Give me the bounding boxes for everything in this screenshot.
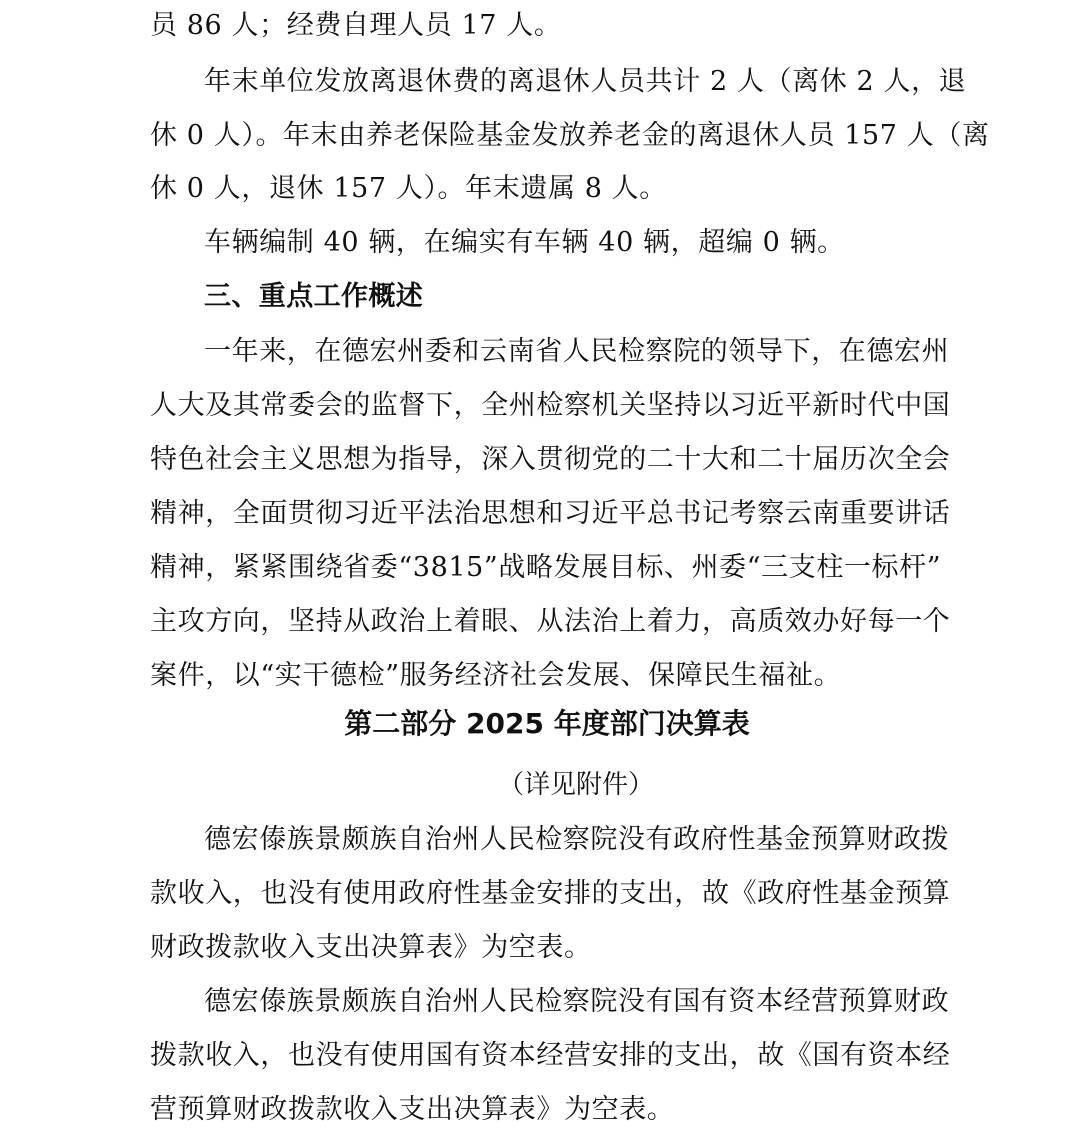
paragraph-line: 营预算财政拨款收入支出决算表》为空表。 bbox=[150, 1094, 675, 1125]
paragraph-line: 款收入，也没有使用政府性基金安排的支出，故《政府性基金预算 bbox=[150, 878, 951, 909]
paragraph-line: 德宏傣族景颇族自治州人民检察院没有政府性基金预算财政拨 bbox=[204, 824, 950, 855]
paragraph-line: 年末单位发放离退休费的离退休人员共计 2 人（离休 2 人，退 bbox=[204, 66, 967, 97]
paragraph-line: 特色社会主义思想为指导，深入贯彻党的二十大和二十届历次全会 bbox=[150, 444, 951, 475]
section-heading: 三、重点工作概述 bbox=[204, 281, 424, 312]
paragraph-line: 人大及其常委会的监督下，全州检察机关坚持以习近平新时代中国 bbox=[150, 390, 951, 421]
paragraph-line: 主攻方向，坚持从政治上着眼、从法治上着力，高质效办好每一个 bbox=[150, 606, 951, 637]
paragraph-line: 一年来，在德宏州委和云南省人民检察院的领导下，在德宏州 bbox=[204, 336, 950, 367]
paragraph-line: 精神，紧紧围绕省委“3815”战略发展目标、州委“三支柱一标杆” bbox=[150, 552, 942, 583]
paragraph-line: 拨款收入，也没有使用国有资本经营安排的支出，故《国有资本经 bbox=[150, 1040, 951, 1071]
paragraph-line: 德宏傣族景颇族自治州人民检察院没有国有资本经营预算财政 bbox=[204, 986, 950, 1017]
paragraph-line: 案件，以“实干德检”服务经济社会发展、保障民生福祉。 bbox=[150, 660, 842, 691]
paragraph-line: 员 86 人；经费自理人员 17 人。 bbox=[150, 10, 562, 41]
part-subtitle: （详见附件） bbox=[497, 770, 654, 800]
paragraph-line: 财政拨款收入支出决算表》为空表。 bbox=[150, 932, 592, 963]
paragraph-line: 精神，全面贯彻习近平法治思想和习近平总书记考察云南重要讲话 bbox=[150, 498, 951, 529]
paragraph-line: 车辆编制 40 辆，在编实有车辆 40 辆，超编 0 辆。 bbox=[204, 227, 845, 258]
part-title: 第二部分 2025 年度部门决算表 bbox=[344, 707, 750, 740]
paragraph-line: 休 0 人）。年末由养老保险基金发放养老金的离退休人员 157 人（离 bbox=[150, 120, 990, 151]
paragraph-line: 休 0 人，退休 157 人）。年末遗属 8 人。 bbox=[150, 173, 667, 204]
